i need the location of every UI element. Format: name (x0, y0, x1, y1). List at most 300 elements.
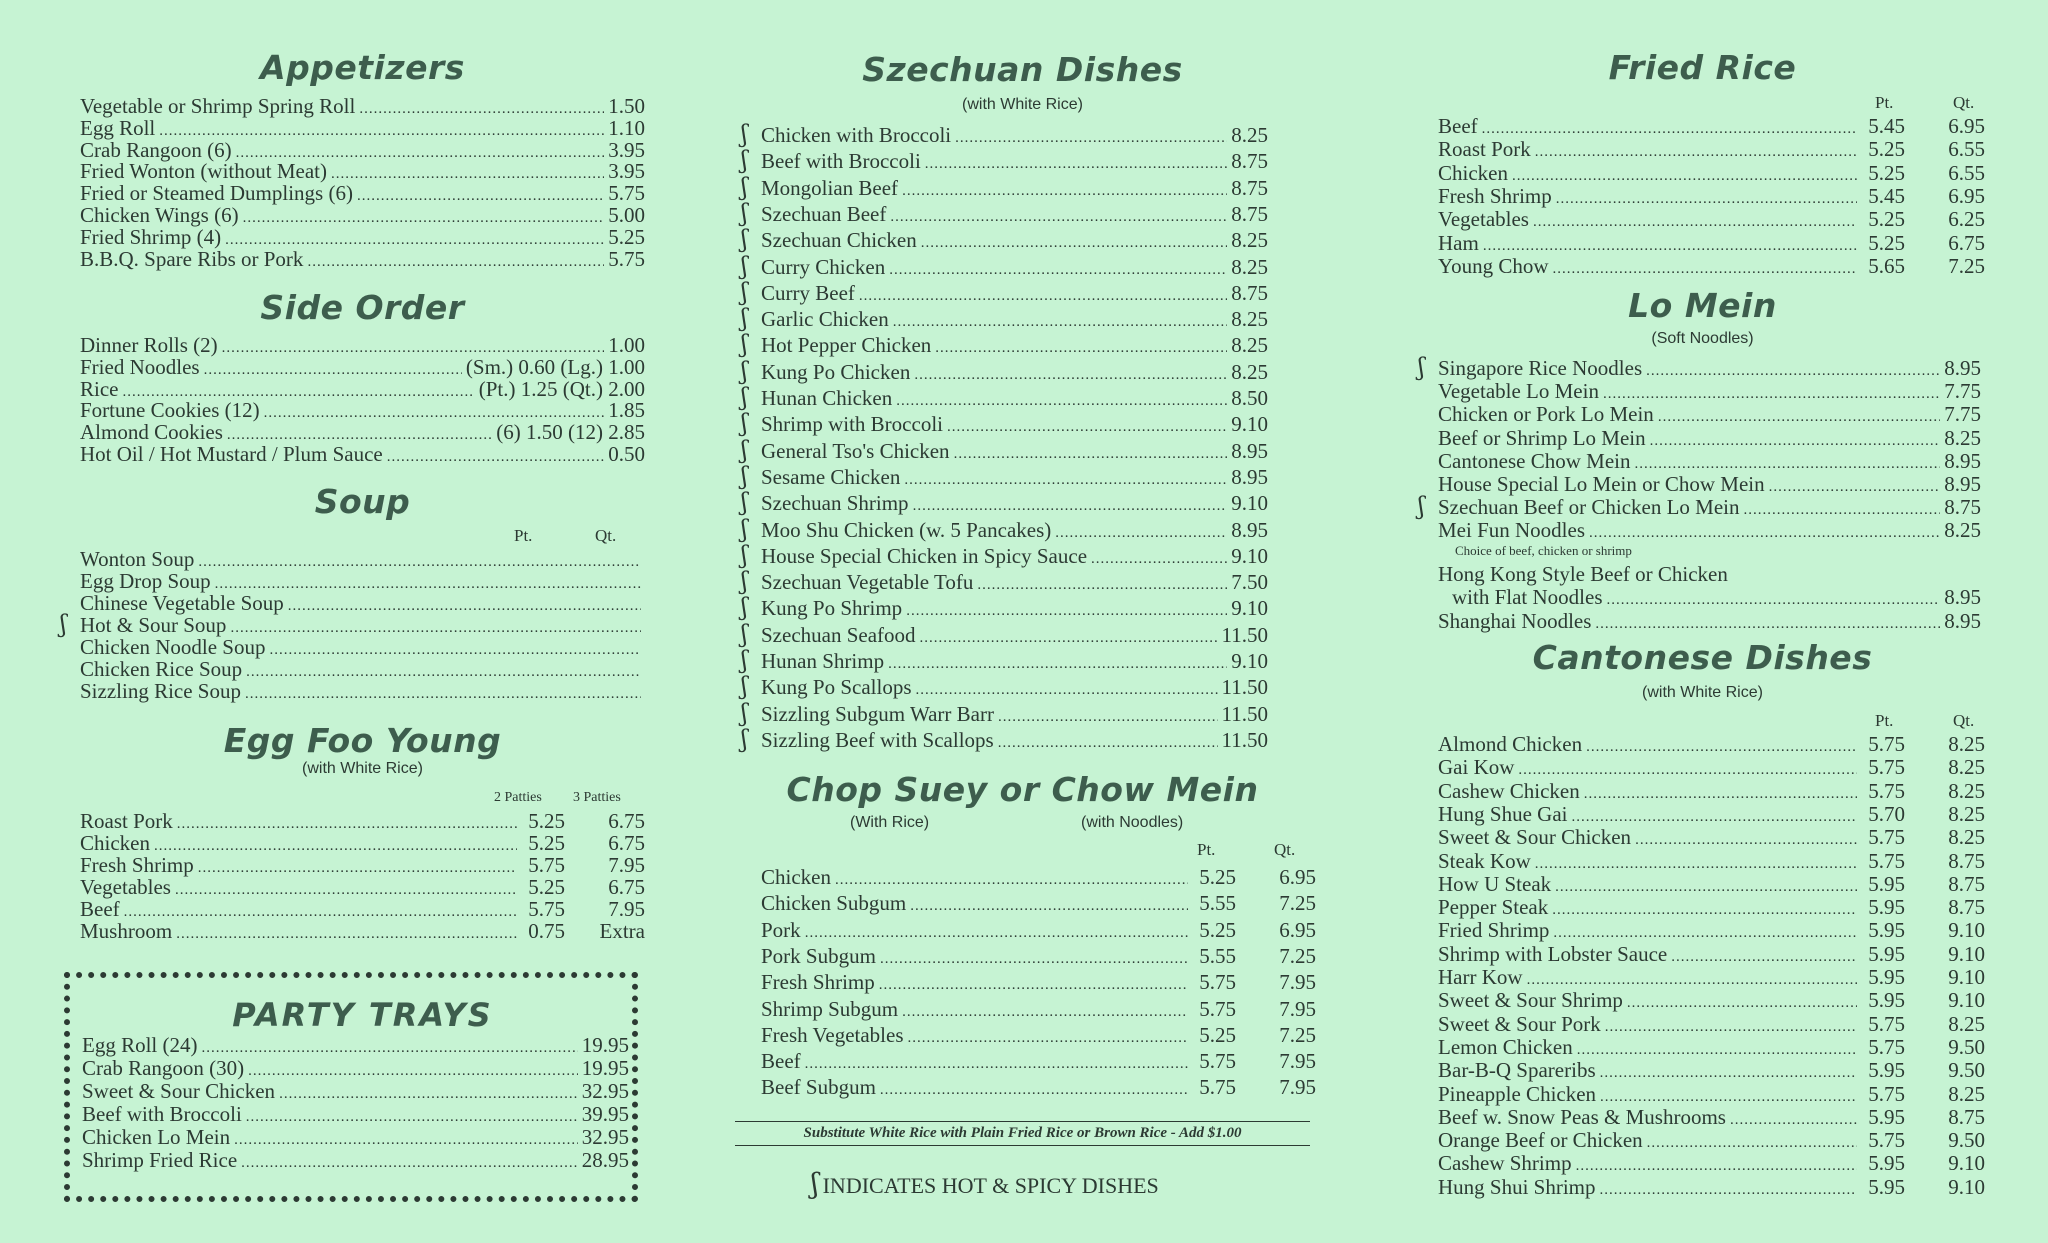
item-price-large: 8.25 (1948, 801, 1985, 826)
leader-dots (387, 443, 605, 468)
leader-dots (880, 1076, 1188, 1101)
item-price-small: 5.75 (1868, 1081, 1905, 1106)
leader-dots (1055, 519, 1227, 544)
item-name: Chicken Lo Mein (82, 1125, 231, 1149)
item-name: Vegetable Lo Mein (1438, 379, 1599, 404)
leader-dots (955, 124, 1227, 149)
item-price-large: 6.25 (1948, 207, 1985, 232)
menu-item-row (741, 330, 1268, 359)
item-name: Pepper Steak (1438, 895, 1549, 920)
item-name: Kung Po Chicken (761, 359, 911, 384)
leader-dots (1577, 1036, 1857, 1061)
menu-item-row (761, 1050, 1316, 1075)
item-name: Pork (761, 917, 801, 942)
leader-dots (916, 676, 1218, 701)
item-price-large: 9.50 (1948, 1034, 1985, 1059)
efy-col2-header: 3 Patties (573, 790, 621, 805)
item-name: Beef (80, 897, 120, 921)
item-price-small: 5.25 (1868, 137, 1905, 162)
leader-dots (859, 282, 1227, 307)
menu-item-row (741, 383, 1268, 412)
menu-item-row (1438, 1176, 1985, 1201)
item-name: General Tso's Chicken (761, 438, 950, 463)
menu-item-row (741, 540, 1268, 570)
item-name: Sesame Chicken (761, 464, 901, 489)
chili-icon: ʃ (741, 698, 748, 727)
item-price: 8.25 (1231, 123, 1268, 147)
chili-icon: ʃ (741, 514, 748, 543)
item-name: Fresh Shrimp (80, 853, 194, 877)
chili-icon: ʃ (811, 1167, 819, 1200)
item-name: Singapore Rice Noodles (1438, 356, 1643, 380)
leader-dots (1512, 162, 1857, 187)
leader-dots (906, 597, 1227, 622)
side-order-heading: Side Order (260, 288, 465, 327)
item-price: 11.50 (1221, 727, 1268, 752)
item-price-large: 7.25 (1948, 253, 1985, 278)
item-name: Garlic Chicken (761, 307, 889, 332)
item-price: 8.95 (1944, 472, 1981, 496)
leader-dots (908, 1024, 1189, 1049)
menu-item-row (1438, 943, 1985, 968)
menu-item-row (761, 866, 1316, 891)
item-name: Chicken (761, 865, 831, 889)
item-price-small: 5.75 (1868, 755, 1905, 780)
leader-dots (1627, 989, 1857, 1014)
item-price-large: Extra (599, 919, 645, 943)
item-price: 28.95 (581, 1148, 629, 1172)
leader-dots (835, 866, 1188, 891)
leader-dots (888, 650, 1227, 675)
hot-spicy-legend (811, 1167, 1159, 1200)
item-price: 8.50 (1231, 386, 1268, 410)
egg-foo-young-subtitle: (with White Rice) (302, 760, 423, 777)
item-price-large: 8.75 (1948, 871, 1985, 896)
leader-dots (1527, 966, 1857, 991)
item-name: Szechuan Chicken (761, 228, 917, 253)
item-name: Harr Kow (1438, 965, 1523, 989)
item-price-large: 7.25 (1279, 891, 1316, 916)
item-price-small: 5.75 (1199, 1049, 1236, 1074)
item-price: 19.95 (581, 1056, 629, 1080)
leader-dots (896, 387, 1227, 412)
cantonese-subtitle: (with White Rice) (1642, 684, 1763, 701)
menu-item-row (1438, 138, 1985, 163)
item-price-large: 7.95 (1279, 1075, 1316, 1100)
item-name: Egg Roll (24) (82, 1033, 198, 1057)
menu-item-row (80, 680, 645, 705)
item-price-large: 8.25 (1948, 1081, 1985, 1106)
menu-item-row (82, 1149, 629, 1174)
menu-item-row (1438, 896, 1985, 921)
item-price-large: 8.25 (1948, 1011, 1985, 1036)
leader-dots (1091, 545, 1227, 570)
leader-dots (1658, 403, 1940, 428)
item-price-small: 5.25 (1199, 1022, 1236, 1047)
item-price-small: 5.65 (1868, 253, 1905, 278)
shanghai-noodles-row: Shanghai Noodles ..... 8.95 (1438, 610, 1981, 635)
item-price: 8.25 (1944, 425, 1981, 450)
item-price: 8.25 (1231, 254, 1268, 279)
item-price-large: 8.75 (1948, 1104, 1985, 1129)
szechuan-heading: Szechuan Dishes (862, 50, 1183, 89)
chili-icon: ʃ (741, 488, 748, 517)
party-trays-heading: PARTY TRAYS (232, 996, 493, 1034)
item-price: 1.50 (608, 94, 645, 118)
item-price: 7.50 (1231, 570, 1268, 595)
menu-item-row (1438, 989, 1985, 1014)
item-price-large: 9.10 (1948, 965, 1985, 989)
menu-item-row (741, 277, 1268, 307)
item-price-large: 6.55 (1948, 137, 1985, 162)
item-price-small: 5.45 (1868, 114, 1905, 138)
item-price-small: 5.25 (528, 809, 565, 833)
item-name: Chicken (1438, 160, 1508, 185)
item-name: Sweet & Sour Shrimp (1438, 988, 1623, 1013)
item-price-small: 5.95 (1868, 918, 1905, 943)
item-name: Young Chow (1438, 253, 1549, 278)
menu-item-row (741, 120, 1268, 149)
item-price: 5.75 (608, 181, 645, 206)
chili-icon: ʃ (741, 724, 748, 753)
item-name: Fried or Steamed Dumplings (6) (80, 181, 353, 206)
appetizers-heading: Appetizers (260, 48, 465, 87)
item-price-small: 5.75 (1868, 1034, 1905, 1059)
item-price-small: 5.70 (1868, 801, 1905, 826)
item-name: Vegetables (1438, 207, 1529, 232)
leader-dots (890, 203, 1227, 228)
item-price-small: 5.25 (528, 831, 565, 855)
item-price-large: 7.25 (1279, 1022, 1316, 1047)
item-name: Mongolian Beef (761, 175, 899, 200)
leader-dots (1556, 185, 1857, 210)
menu-item-row (761, 892, 1316, 917)
item-price: 32.95 (581, 1079, 629, 1103)
item-name: Beef Subgum (761, 1075, 876, 1100)
chili-icon: ʃ (741, 330, 748, 359)
item-price: 1.85 (608, 398, 645, 423)
leader-dots (1552, 896, 1857, 921)
menu-item-row (741, 356, 1268, 386)
menu-item-row (741, 672, 1268, 701)
item-price-small: 5.75 (1868, 1128, 1905, 1153)
item-name: Beef (761, 1049, 801, 1074)
item-name: Beef (1438, 114, 1478, 138)
leader-dots (998, 729, 1218, 754)
chop-suey-subtitle-rice: (With Rice) (850, 814, 930, 831)
item-price-large: 7.25 (1279, 943, 1316, 968)
menu-item-row (741, 593, 1268, 622)
item-name: Crab Rangoon (6) (80, 137, 232, 162)
item-price-large: 9.10 (1948, 1151, 1985, 1176)
item-name: Lemon Chicken (1438, 1034, 1573, 1059)
item-price: 5.75 (608, 246, 645, 271)
leader-dots (1584, 780, 1857, 805)
menu-item-row (1438, 162, 1985, 187)
item-name: Chinese Vegetable Soup (80, 591, 284, 615)
leader-dots (1600, 1083, 1857, 1108)
item-name: Szechuan Beef or Chicken Lo Mein (1438, 495, 1740, 520)
item-name: Wonton Soup (80, 547, 195, 571)
menu-item-row (1438, 850, 1985, 875)
leader-dots (1533, 208, 1857, 233)
item-name: Almond Chicken (1438, 732, 1583, 756)
item-name: Sweet & Sour Pork (1438, 1011, 1601, 1036)
item-price: 1.10 (608, 115, 645, 140)
item-price: 8.25 (1231, 333, 1268, 358)
item-price: 1.00 (608, 333, 645, 357)
item-price-large: 8.25 (1948, 732, 1985, 756)
fried-rice-col2-header: Qt. (1953, 93, 1975, 112)
item-name: How U Steak (1438, 871, 1552, 896)
leader-dots (1572, 803, 1858, 828)
item-price-large: 7.95 (1279, 996, 1316, 1021)
menu-item-row (1438, 1083, 1985, 1108)
item-price-small: 5.45 (1868, 183, 1905, 208)
menu-item-row (1438, 1152, 1985, 1177)
item-price-large: 6.75 (1948, 230, 1985, 255)
menu-item-row (741, 514, 1268, 544)
item-name: Shrimp with Broccoli (761, 412, 943, 437)
mei-fun-note: Choice of beef, chicken or shrimp (1455, 543, 1632, 558)
chili-icon: ʃ (741, 277, 748, 306)
chop-suey-heading: Chop Suey or Chow Mein (786, 770, 1259, 809)
item-price-small: 5.55 (1199, 891, 1236, 916)
leader-dots (176, 920, 517, 945)
item-price: 9.10 (1231, 596, 1268, 621)
item-name: Sizzling Subgum Warr Barr (761, 701, 994, 726)
leader-dots (904, 466, 1227, 491)
leader-dots (920, 624, 1218, 649)
item-price: 8.75 (1231, 201, 1268, 226)
item-price: 8.95 (1944, 356, 1981, 380)
leader-dots (1535, 850, 1857, 875)
leader-dots (805, 919, 1188, 944)
item-name: Fresh Shrimp (761, 970, 875, 995)
leader-dots (913, 492, 1228, 517)
item-price: 19.95 (581, 1033, 629, 1057)
leader-dots (1600, 1059, 1857, 1084)
item-price-small: 5.95 (1868, 988, 1905, 1013)
menu-item-row (1438, 115, 1985, 140)
leader-dots (1635, 826, 1857, 851)
leader-dots (1535, 138, 1857, 163)
menu-item-row (741, 225, 1268, 254)
menu-item-row (761, 1024, 1316, 1049)
item-price: 9.10 (1231, 412, 1268, 437)
item-name: Fried Shrimp (4) (80, 224, 222, 249)
leader-dots (893, 308, 1228, 333)
item-name: Hot & Sour Soup (80, 613, 227, 637)
item-price: 9.10 (1231, 491, 1268, 516)
item-price-small: 5.95 (1868, 1058, 1905, 1083)
chili-icon: ʃ (741, 383, 748, 411)
item-price-large: 8.75 (1948, 895, 1985, 920)
item-price: 3.95 (608, 159, 645, 184)
chili-icon: ʃ (60, 610, 67, 638)
menu-item-row (741, 488, 1268, 517)
item-price: 32.95 (581, 1125, 629, 1149)
menu-item-row (1438, 780, 1985, 805)
item-price: 8.25 (1231, 228, 1268, 253)
item-price: 3.95 (608, 137, 645, 162)
chili-icon: ʃ (741, 409, 748, 438)
item-price-small: 5.75 (1868, 778, 1905, 803)
item-name: Sweet & Sour Chicken (1438, 825, 1632, 850)
item-price-large: 9.10 (1948, 988, 1985, 1013)
item-name: House Special Lo Mein or Chow Mein (1438, 472, 1765, 496)
item-price-large: 7.95 (608, 897, 645, 921)
item-price-large: 8.75 (1948, 848, 1985, 873)
item-price-large: 8.25 (1948, 778, 1985, 803)
item-price-large: 6.95 (1948, 114, 1985, 138)
item-price-large: 9.10 (1948, 941, 1985, 966)
menu-item-row (1438, 919, 1985, 944)
item-name: Fried Wonton (without Meat) (80, 159, 327, 184)
leader-dots (889, 256, 1227, 281)
item-name: Pork Subgum (761, 943, 876, 968)
item-name: Sizzling Rice Soup (80, 679, 241, 703)
item-name: Vegetables (80, 875, 171, 899)
leader-dots (279, 1080, 578, 1105)
cantonese-col1-header: Pt. (1875, 711, 1894, 730)
item-name: Hung Shue Gai (1438, 801, 1568, 826)
leader-dots (1555, 873, 1857, 898)
item-price-small: 5.75 (1868, 732, 1905, 756)
chili-icon: ʃ (741, 304, 748, 333)
cantonese-col2-header: Qt. (1953, 711, 1975, 730)
item-price-small: 5.75 (528, 897, 565, 921)
menu-item-row (741, 198, 1268, 228)
leader-dots (1744, 496, 1941, 521)
chili-icon: ʃ (741, 461, 748, 490)
item-name: Chicken Wings (6) (80, 203, 239, 227)
leader-dots (1650, 427, 1941, 452)
item-name: Sweet & Sour Chicken (82, 1079, 276, 1103)
item-name: Chicken (80, 831, 150, 855)
item-price: 8.25 (1231, 359, 1268, 384)
chili-icon: ʃ (741, 540, 748, 569)
item-name: Szechuan Beef (761, 201, 887, 226)
menu-item-row (761, 971, 1316, 996)
item-price-large: 8.25 (1948, 755, 1985, 780)
item-price-small: 5.75 (1199, 996, 1236, 1021)
item-name: Fortune Cookies (12) (80, 398, 260, 423)
leader-dots (805, 1050, 1188, 1075)
leader-dots (914, 361, 1227, 386)
soup-heading: Soup (314, 482, 411, 521)
item-name: Egg Drop Soup (80, 569, 211, 593)
menu-item-row (80, 248, 645, 273)
item-name: Chicken Subgum (761, 891, 907, 916)
item-price: (Pt.) 1.25 (Qt.) 2.00 (478, 376, 645, 401)
item-price: 11.50 (1221, 701, 1268, 726)
menu-item-row (1438, 427, 1981, 452)
leader-dots (1483, 232, 1857, 257)
leader-dots (910, 892, 1188, 917)
leader-dots (234, 1126, 578, 1151)
menu-item-row (80, 920, 645, 945)
item-price-small: 5.75 (528, 853, 565, 877)
leader-dots (1553, 919, 1857, 944)
item-name: Roast Pork (80, 809, 173, 833)
item-price-large: 9.50 (1948, 1058, 1985, 1083)
leader-dots (202, 1034, 578, 1059)
item-price: 8.75 (1231, 280, 1268, 305)
leader-dots (1730, 1106, 1857, 1131)
item-name: Hot Oil / Hot Mustard / Plum Sauce (80, 442, 383, 466)
leader-dots (1589, 519, 1940, 544)
leader-dots (1553, 255, 1858, 280)
leader-dots (307, 248, 604, 273)
item-name: Kung Po Shrimp (761, 596, 903, 621)
chili-icon: ʃ (741, 646, 748, 674)
menu-item-row (1438, 1013, 1985, 1038)
substitute-note: Substitute White Rice with Plain Fried Rice or Brown Rice - Add $1.00 (735, 1121, 1310, 1146)
item-name: Ham (1438, 230, 1479, 255)
item-name: Pineapple Chicken (1438, 1081, 1597, 1106)
chili-icon: ʃ (741, 567, 748, 596)
soup-col2-header: Qt. (595, 526, 617, 545)
menu-item-row (1438, 185, 1985, 210)
menu-item-row (1438, 1059, 1985, 1084)
item-price-large: 6.95 (1279, 865, 1316, 889)
menu-item-row (1438, 519, 1981, 544)
menu-item-row (761, 998, 1316, 1023)
menu-item-row (761, 919, 1316, 944)
menu-item-row (741, 646, 1268, 675)
item-price-small: 5.25 (528, 875, 565, 899)
menu-item-row (741, 461, 1268, 491)
menu-item-row (741, 567, 1268, 596)
item-price: 8.95 (1944, 448, 1981, 473)
item-price-large: 7.95 (608, 853, 645, 877)
menu-item-row (1438, 1129, 1985, 1154)
item-name: Egg Roll (80, 115, 156, 140)
leader-dots (1769, 473, 1941, 498)
leader-dots (902, 998, 1188, 1023)
leader-dots (935, 334, 1227, 359)
hong-kong-line2: with Flat Noodles ..... 8.95 (1452, 586, 1981, 611)
efy-col1-header: 2 Patties (494, 790, 542, 805)
item-price-large: 6.75 (608, 875, 645, 899)
item-price-small: 5.25 (1868, 230, 1905, 255)
leader-dots (1518, 756, 1857, 781)
item-price: 8.95 (1231, 438, 1268, 463)
hong-kong-line1: Hong Kong Style Beef or Chicken (1438, 562, 1728, 586)
leader-dots (1647, 1129, 1857, 1154)
item-price: (6) 1.50 (12) 2.85 (496, 420, 645, 445)
menu-item-row (741, 435, 1268, 465)
item-name: Beef w. Snow Peas & Mushrooms (1438, 1104, 1726, 1129)
item-name: Cantonese Chow Mein (1438, 448, 1631, 473)
item-price-small: 0.75 (528, 919, 565, 943)
item-price-small: 5.75 (1868, 848, 1905, 873)
chili-icon: ʃ (741, 619, 748, 648)
lo-mein-subtitle: (Soft Noodles) (1651, 330, 1754, 347)
item-price-small: 5.25 (1199, 917, 1236, 942)
item-name: Curry Beef (761, 280, 855, 305)
item-name: Fresh Vegetables (761, 1022, 904, 1047)
item-price: 5.00 (608, 203, 645, 227)
leader-dots (880, 945, 1188, 970)
menu-item-row (1438, 966, 1985, 991)
item-name: Chicken Rice Soup (80, 657, 243, 681)
chili-icon: ʃ (741, 198, 748, 227)
menu-item-row (741, 409, 1268, 438)
item-price-small: 5.55 (1199, 943, 1236, 968)
item-name: Mushroom (80, 919, 173, 943)
